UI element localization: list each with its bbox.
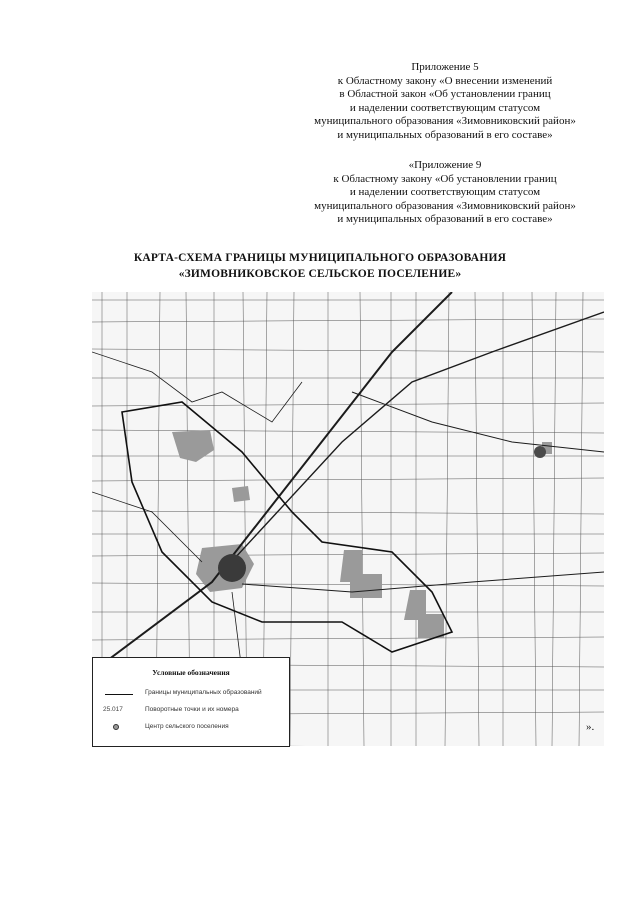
settlement-center-icon	[101, 722, 141, 734]
appendix-5-line: к Областному закону «О внесении изменений	[337, 74, 553, 87]
town-center-dot	[218, 554, 246, 582]
appendix-5-header	[230, 61, 640, 142]
appendix-9-line: и муниципальных образований в его составе»	[337, 213, 553, 225]
legend-item-boundary	[101, 688, 287, 700]
appendix-9-line: муниципального образования «Зимовниковский район»	[314, 199, 576, 212]
appendix-9-label: «Приложение 9	[408, 159, 482, 171]
map-title-line2: «ЗИМОВНИКОВСКОЕ СЕЛЬСКОЕ ПОСЕЛЕНИЕ»	[178, 268, 462, 280]
main-road	[92, 292, 452, 672]
legend-item-label: Центр сельского поселения	[145, 723, 229, 730]
field-line	[92, 511, 604, 514]
boundary-line-icon	[101, 688, 141, 700]
field-line	[92, 430, 604, 433]
field-line	[445, 292, 449, 746]
map-title-line1: КАРТА-СХЕМА ГРАНИЦЫ МУНИЦИПАЛЬНОГО ОБРАЗОВАНИЯ	[133, 252, 507, 264]
field-line	[475, 292, 479, 746]
appendix-9-header	[230, 159, 640, 227]
field-line	[92, 319, 604, 322]
appendix-5-line: в Областной закон «Об установлении границ	[339, 88, 551, 100]
legend-item-center	[101, 722, 287, 734]
field-line	[92, 478, 604, 481]
settlement-area-west	[172, 430, 214, 462]
municipal-boundary	[122, 402, 452, 652]
road-west	[92, 492, 202, 562]
settlement-area-east-2	[404, 590, 444, 638]
field-line	[579, 292, 583, 746]
legend-item-turning-points	[101, 705, 287, 717]
appendix-9-line: к Областному закону «Об установлении границ	[333, 172, 557, 185]
appendix-9-line: и наделении соответствующим статусом	[349, 186, 541, 198]
field-line	[552, 292, 556, 746]
appendix-5-line: и наделении соответствующим статусом	[349, 101, 541, 114]
field-line	[532, 292, 536, 746]
field-line	[360, 292, 364, 746]
legend-title: Условные обозначения	[152, 668, 230, 677]
village-dot	[534, 446, 546, 458]
map-title	[0, 250, 640, 282]
map-legend	[92, 657, 290, 747]
appendix-5-line: муниципального образования «Зимовниковский район»	[314, 115, 576, 127]
legend-item-label: Границы муниципальных образований	[145, 689, 262, 696]
town-center	[218, 446, 546, 582]
field-line	[92, 349, 604, 352]
field-line	[92, 637, 604, 640]
appendix-5-label: Приложение 5	[411, 61, 479, 73]
field-line	[92, 583, 604, 586]
field-line	[290, 292, 294, 746]
point-number-icon	[101, 705, 141, 717]
appendix-5-line: и муниципальных образований в его составе»	[337, 128, 553, 141]
closing-quote: ».	[586, 721, 595, 733]
settlement-area-north	[232, 486, 250, 502]
point-number-sample: 25.017	[103, 706, 123, 713]
legend-item-label: Поворотные точки и их номера	[145, 706, 239, 713]
